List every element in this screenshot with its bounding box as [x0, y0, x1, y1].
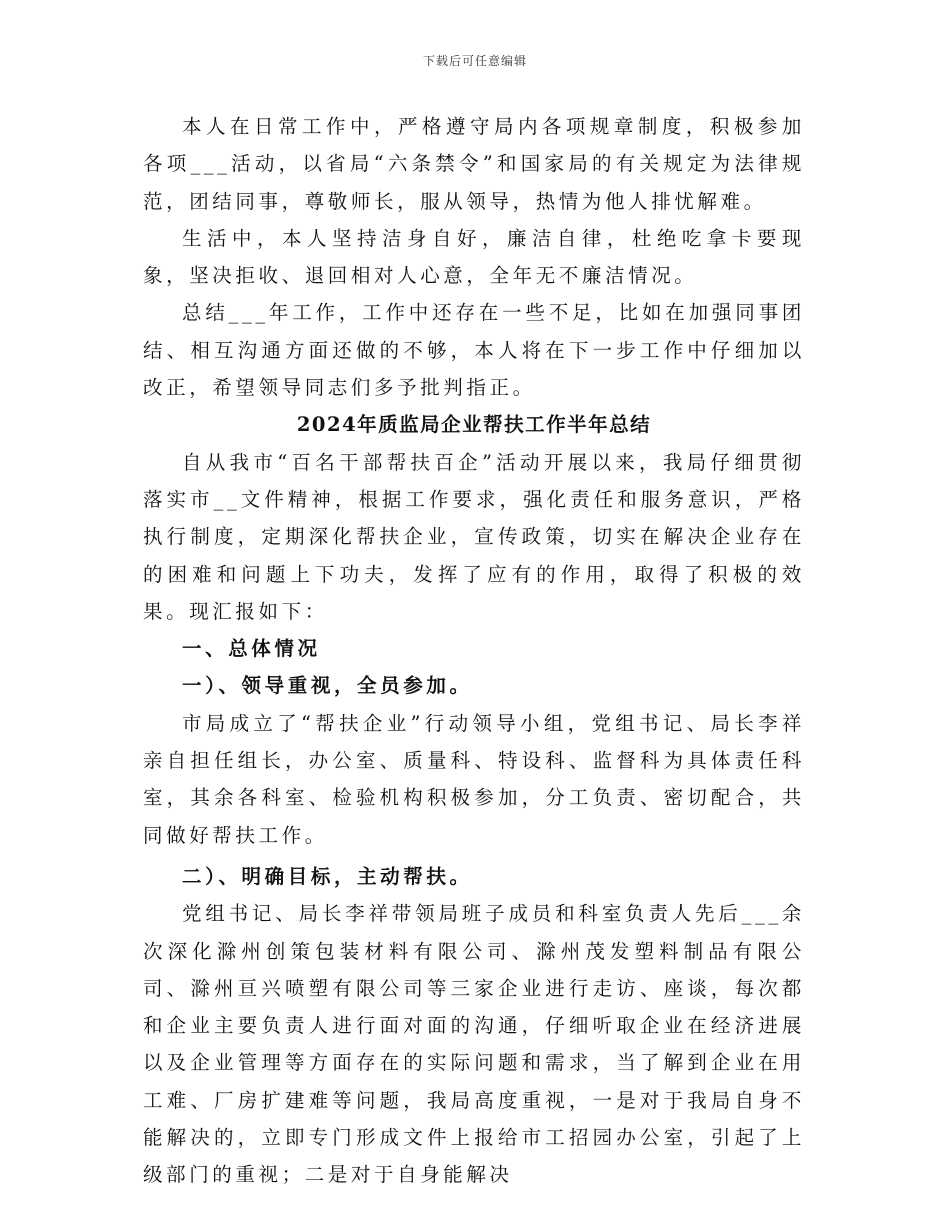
- heading-overall: 一、总体情况: [182, 637, 321, 661]
- paragraph-rules: 本人在日常工作中，严格遵守局内各项规章制度，积极参加各项___活动，以省局“六条禁令”和国家局的有关规定为法律规范，团结同事，尊敬师长，服从领导，热情为他人排忧解难。: [143, 115, 805, 213]
- subheading-goals: 二）、明确目标，主动帮扶。: [182, 864, 473, 888]
- paragraph-leadership: 市局成立了“帮扶企业”行动领导小组，党组书记、局长李祥亲自担任组长，办公室、质量科、特设科、监督科为具体责任科室，其余各科室、检验机构积极参加，分工负责、密切配合，共同做好帮扶工作。: [143, 711, 805, 847]
- page-header: 下载后可任意编辑: [422, 54, 527, 68]
- document-body: [143, 108, 805, 1194]
- paragraph-goals: 党组书记、局长李祥带领局班子成员和科室负责人先后___余次深化滁州创策包装材料有限公司、滁州茂发塑料制品有限公司、滁州亘兴喷塑有限公司等三家企业进行走访、座谈，每次都和企业主要负责人进行面对面的沟通，仔细听取企业在经济进展以及企业管理等方面存在的实际问题和需求，当了解到企业在用工难、厂房扩建难等问题，我局高度重视，一是对于我局自身不能解决的，立即专门形成文件上报给市工招园办公室，引起了上级部门的重视；二是对于自身能解决: [143, 902, 805, 1187]
- section-title: 2024年质监局企业帮扶工作半年总结: [296, 413, 652, 437]
- paragraph-integrity: 生活中，本人坚持洁身自好，廉洁自律，杜绝吃拿卡要现象，坚决拒收、退回相对人心意，全年无不廉洁情况。: [143, 226, 805, 288]
- paragraph-intro: 自从我市“百名干部帮扶百企”活动开展以来，我局仔细贯彻落实市__文件精神，根据工作要求，强化责任和服务意识，严格执行制度，定期深化帮扶企业，宣传政策，切实在解决企业存在的困难和问题上下功夫，发挥了应有的作用，取得了积极的效果。现汇报如下：: [143, 450, 805, 623]
- subheading-leadership: 一）、领导重视，全员参加。: [182, 674, 473, 698]
- paragraph-summary: 总结___年工作，工作中还存在一些不足，比如在加强同事团结、相互沟通方面还做的不够，本人将在下一步工作中仔细加以改正，希望领导同志们多予批判指正。: [143, 301, 805, 400]
